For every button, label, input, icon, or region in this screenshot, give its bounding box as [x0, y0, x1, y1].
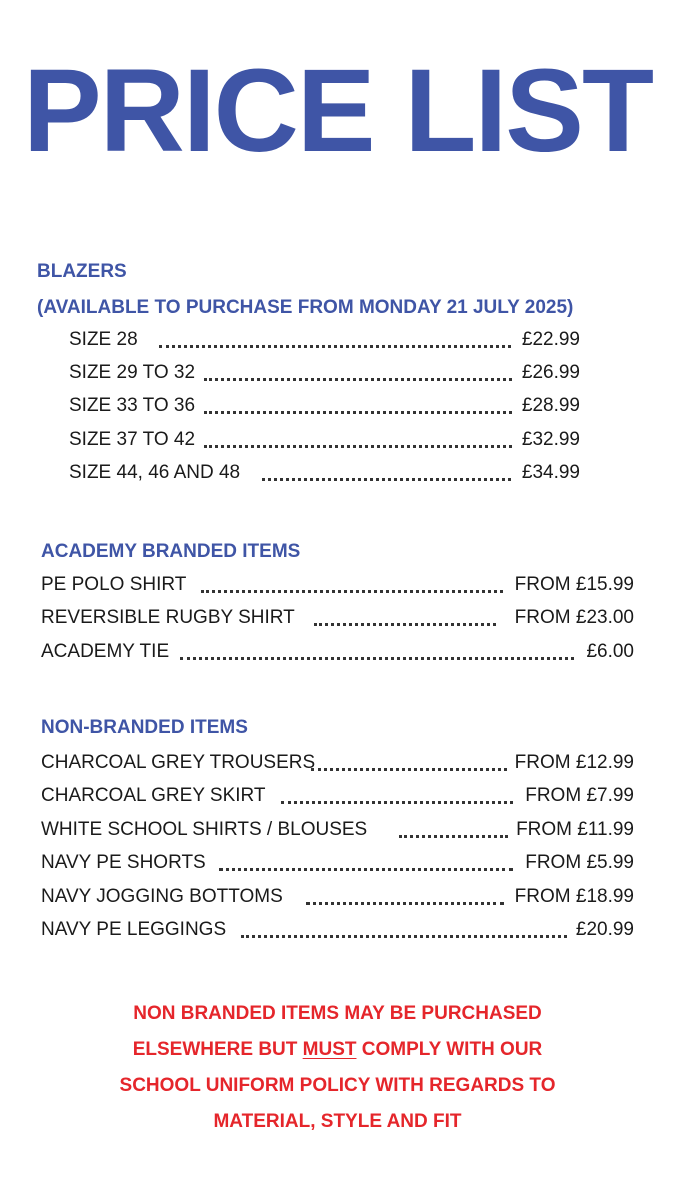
dot-leader [241, 935, 567, 938]
item-label: SIZE 29 TO 32 [69, 362, 196, 383]
price-row [41, 884, 634, 910]
notice-line: SCHOOL UNIFORM POLICY WITH REGARDS TO [119, 1075, 556, 1096]
price-row [69, 360, 580, 386]
blazers-heading: BLAZERS [37, 261, 127, 282]
dot-leader [180, 657, 574, 660]
price-row [41, 639, 634, 665]
item-price: £26.99 [521, 362, 580, 383]
notice-line [60, 1032, 615, 1068]
price-row [69, 327, 580, 353]
price-row [41, 605, 634, 631]
price-row [41, 817, 634, 843]
item-label: CHARCOAL GREY TROUSERS [41, 752, 316, 773]
dot-leader [306, 902, 504, 905]
item-price: FROM £7.99 [525, 785, 634, 806]
item-price: £20.99 [575, 919, 634, 940]
dot-leader [219, 868, 513, 871]
item-price: £28.99 [521, 395, 580, 416]
item-label: PE POLO SHIRT [41, 574, 187, 595]
price-row [69, 427, 580, 453]
item-label: SIZE 44, 46 AND 48 [69, 462, 241, 483]
dot-leader [159, 345, 511, 348]
item-price: £34.99 [521, 462, 580, 483]
item-label: SIZE 37 TO 42 [69, 429, 196, 450]
item-price: FROM £15.99 [514, 574, 634, 595]
dot-leader [204, 378, 512, 381]
uniform-policy-notice [60, 996, 615, 1140]
dot-leader [204, 445, 512, 448]
price-row [69, 393, 580, 419]
item-label: WHITE SCHOOL SHIRTS / BLOUSES [41, 819, 368, 840]
item-label: SIZE 33 TO 36 [69, 395, 196, 416]
dot-leader [201, 590, 503, 593]
item-label: SIZE 28 [69, 329, 138, 350]
dot-leader [204, 411, 512, 414]
price-row [41, 917, 634, 943]
non-branded-heading: NON-BRANDED ITEMS [41, 717, 248, 738]
price-row [41, 783, 634, 809]
academy-branded-heading: ACADEMY BRANDED ITEMS [41, 541, 301, 562]
dot-leader [262, 478, 511, 481]
item-label: REVERSIBLE RUGBY SHIRT [41, 607, 295, 628]
blazers-availability-note: (AVAILABLE TO PURCHASE FROM MONDAY 21 JULY 2025) [37, 297, 574, 318]
notice-line: NON BRANDED ITEMS MAY BE PURCHASED [133, 1003, 542, 1024]
item-label: CHARCOAL GREY SKIRT [41, 785, 266, 806]
item-price: £6.00 [586, 641, 634, 662]
price-row [69, 460, 580, 486]
item-price: FROM £23.00 [514, 607, 634, 628]
item-price: FROM £12.99 [514, 752, 634, 773]
price-row [41, 850, 634, 876]
item-price: FROM £5.99 [525, 852, 634, 873]
page-title: PRICE LIST [22, 45, 653, 177]
notice-text: ELSEWHERE BUT [132, 1039, 303, 1060]
dot-leader [281, 801, 513, 804]
item-price: £22.99 [521, 329, 580, 350]
item-label: NAVY PE LEGGINGS [41, 919, 227, 940]
price-row [41, 572, 634, 598]
notice-line: MATERIAL, STYLE AND FIT [213, 1111, 462, 1132]
price-row [41, 750, 634, 776]
item-price: FROM £18.99 [514, 886, 634, 907]
dot-leader [399, 835, 508, 838]
item-label: NAVY JOGGING BOTTOMS [41, 886, 283, 907]
dot-leader [311, 768, 507, 771]
item-label: NAVY PE SHORTS [41, 852, 206, 873]
item-price: £32.99 [521, 429, 580, 450]
item-label: ACADEMY TIE [41, 641, 170, 662]
dot-leader [314, 623, 496, 626]
item-price: FROM £11.99 [516, 819, 634, 840]
notice-emphasis: MUST [302, 1039, 357, 1060]
notice-text: COMPLY WITH OUR [356, 1039, 543, 1060]
